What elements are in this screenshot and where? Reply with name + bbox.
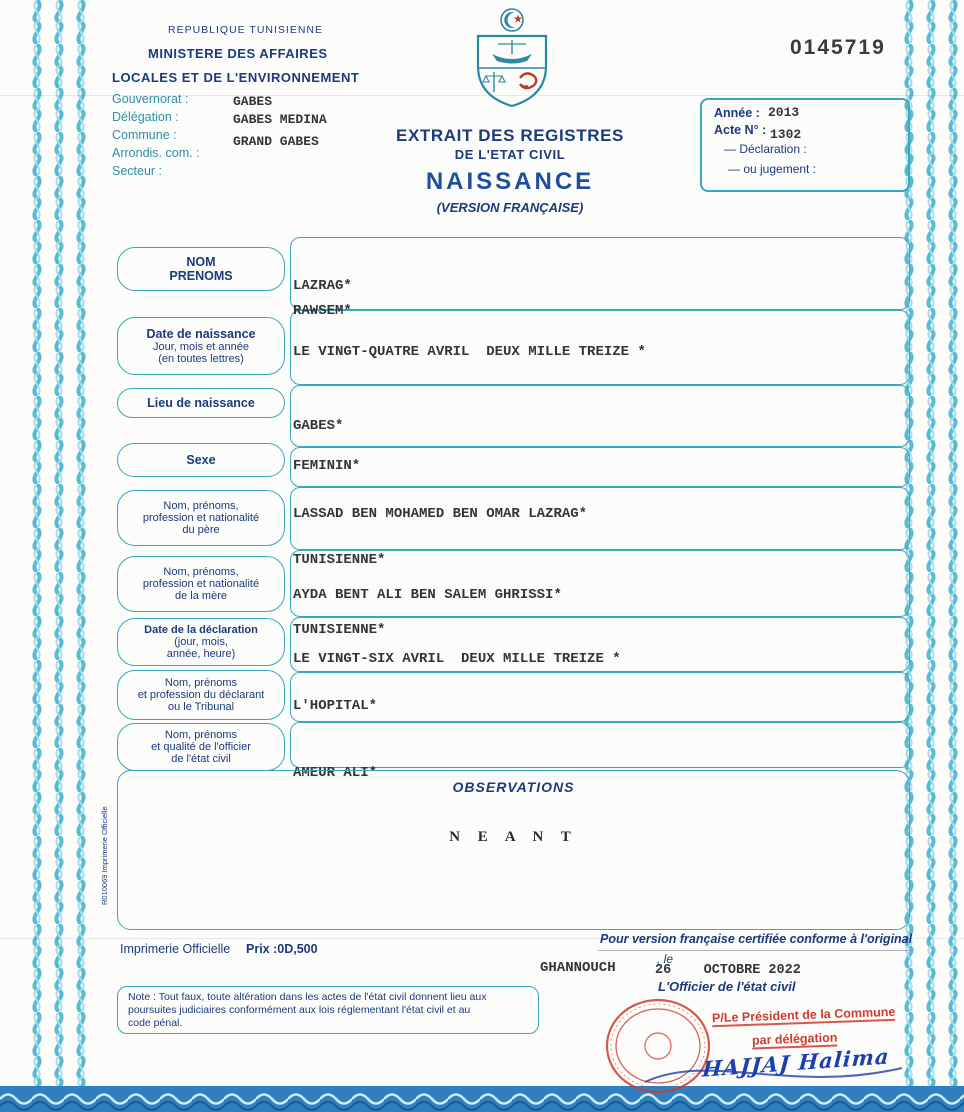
field-label-date-declaration bbox=[117, 618, 285, 666]
observations-title: OBSERVATIONS bbox=[452, 779, 575, 795]
field-label-text: PRENOMS bbox=[169, 269, 233, 283]
imprimerie-label: Imprimerie Officielle bbox=[120, 942, 231, 956]
field-label-text: (en toutes lettres) bbox=[158, 353, 244, 365]
place-value: GHANNOUCH bbox=[540, 960, 616, 976]
wavy-border-left-icon bbox=[26, 0, 92, 1112]
field-label-officier bbox=[117, 723, 285, 771]
field-label-text: Lieu de naissance bbox=[147, 396, 255, 410]
document-title-naissance: NAISSANCE bbox=[425, 168, 595, 195]
document-title-line2: DE L'ETAT CIVIL bbox=[454, 147, 566, 162]
value-prenoms: RAWSEM* bbox=[293, 303, 352, 319]
stamp-delegation-line: par délégation bbox=[751, 1030, 838, 1048]
field-label-text: année, heure) bbox=[166, 648, 236, 660]
value-box-sexe bbox=[290, 447, 910, 487]
legal-note-box bbox=[117, 986, 539, 1034]
value-mere: AYDA BENT ALI BEN SALEM GHRISSI* bbox=[293, 587, 562, 603]
value-date-naissance: LE VINGT-QUATRE AVRIL DEUX MILLE TREIZE * bbox=[293, 344, 646, 360]
printer-reference-side-text: R010069 Imprimerie Officielle bbox=[100, 806, 109, 905]
ministry-name-line1: MINISTERE DES AFFAIRES bbox=[148, 46, 328, 61]
observations-content: N E A N T bbox=[449, 829, 578, 845]
jugement-label: — ou jugement : bbox=[728, 162, 817, 176]
legal-note-line1: Note : Tout faux, toute altération dans les actes de l'état civil donnent lieu aux bbox=[128, 991, 487, 1003]
value-sexe: FEMININ* bbox=[293, 458, 361, 474]
legal-note-line3: code pénal. bbox=[128, 1017, 183, 1029]
field-label-text: profession et nationalité bbox=[142, 512, 260, 524]
field-label-pere bbox=[117, 490, 285, 546]
commune-value: GRAND GABES bbox=[233, 134, 319, 149]
serial-number: 0145719 bbox=[790, 36, 886, 59]
secteur-label: Secteur : bbox=[112, 164, 163, 178]
value-date-declaration: LE VINGT-SIX AVRIL DEUX MILLE TREIZE * bbox=[293, 651, 621, 667]
field-label-text: de la mère bbox=[175, 590, 227, 602]
value-nationalite-mere: TUNISIENNE* bbox=[293, 622, 386, 638]
value-pere: LASSAD BEN MOHAMED BEN OMAR LAZRAG* bbox=[293, 506, 588, 522]
field-label-text: du père bbox=[182, 524, 220, 536]
document-title-line1: EXTRAIT DES REGISTRES bbox=[396, 126, 624, 145]
field-label-text: Date de naissance bbox=[146, 327, 256, 341]
le-label: , le bbox=[657, 952, 674, 966]
republic-title: REPUBLIQUE TUNISIENNE bbox=[168, 24, 324, 36]
field-label-text: de l'état civil bbox=[171, 753, 231, 765]
annee-value: 2013 bbox=[768, 105, 800, 120]
officer-signature-label: L'Officier de l'état civil bbox=[658, 979, 796, 994]
value-nationalite-pere: TUNISIENNE* bbox=[293, 552, 386, 568]
field-label-mere bbox=[117, 556, 285, 612]
value-box-nom bbox=[290, 237, 910, 310]
value-declarant: L'HOPITAL* bbox=[293, 698, 378, 714]
commune-label: Commune : bbox=[112, 128, 177, 142]
field-label-text: Nom, prénoms, bbox=[163, 566, 239, 578]
field-label-text: et profession du déclarant bbox=[137, 689, 265, 701]
delegation-value: GABES MEDINA bbox=[233, 112, 327, 127]
handwritten-signature: HAJJAJ Halima bbox=[701, 1043, 891, 1082]
field-label-nom-prenoms bbox=[117, 247, 285, 291]
field-label-text: Jour, mois et année bbox=[152, 341, 249, 353]
field-label-text: Nom, prénoms bbox=[164, 729, 238, 741]
field-label-declarant bbox=[117, 670, 285, 720]
annee-label: Année : bbox=[714, 106, 760, 120]
ministry-name-line2: LOCALES ET DE L'ENVIRONNEMENT bbox=[112, 70, 360, 85]
field-label-text: Nom, prénoms, bbox=[163, 500, 239, 512]
legal-note-line2: poursuites judiciaires conformément aux lois réglementant l'état civil et au bbox=[128, 1004, 471, 1016]
acte-number-label: Acte N° : bbox=[714, 123, 767, 137]
certification-underline bbox=[598, 950, 910, 951]
stamp-authority-line: P/Le Président de la Commune bbox=[711, 1004, 896, 1026]
acte-number-box bbox=[700, 98, 910, 192]
value-nom: LAZRAG* bbox=[293, 278, 352, 294]
value-officier: AMEUR ALI* bbox=[293, 765, 378, 781]
gouvernorat-label: Gouvernorat : bbox=[112, 92, 189, 106]
field-label-text: Nom, prénoms bbox=[164, 677, 238, 689]
field-label-text: (jour, mois, bbox=[174, 636, 228, 648]
value-box-declarant bbox=[290, 672, 910, 722]
acte-number-value: 1302 bbox=[770, 127, 802, 142]
field-label-text: ou le Tribunal bbox=[167, 701, 235, 713]
field-label-text: profession et nationalité bbox=[142, 578, 260, 590]
gouvernorat-value: GABES bbox=[233, 94, 273, 109]
field-label-date-naissance bbox=[117, 317, 285, 375]
field-label-text: et qualité de l'officier bbox=[151, 741, 251, 753]
document-title-version: (VERSION FRANÇAISE) bbox=[436, 200, 584, 215]
field-label-text: Date de la déclaration bbox=[144, 624, 258, 636]
observations-box bbox=[117, 770, 910, 930]
arrondissement-label: Arrondis. com. : bbox=[112, 146, 200, 160]
date-value: 26 OCTOBRE 2022 bbox=[655, 963, 801, 978]
declaration-label: — Déclaration : bbox=[724, 142, 807, 156]
tunisia-emblem-icon bbox=[468, 6, 556, 110]
field-label-lieu-naissance bbox=[117, 388, 285, 418]
certification-statement: Pour version française certifiée conforme à l'original bbox=[600, 932, 913, 946]
delegation-label: Délégation : bbox=[112, 110, 179, 124]
value-box-officier bbox=[290, 722, 910, 768]
field-label-text: NOM bbox=[186, 255, 216, 269]
field-label-text: Sexe bbox=[186, 453, 216, 467]
value-lieu-naissance: GABES* bbox=[293, 418, 344, 434]
value-box-lieu bbox=[290, 385, 910, 447]
field-label-sexe bbox=[117, 443, 285, 477]
prix-label: Prix :0D,500 bbox=[246, 942, 318, 956]
signature-flourish-icon bbox=[640, 1060, 910, 1090]
